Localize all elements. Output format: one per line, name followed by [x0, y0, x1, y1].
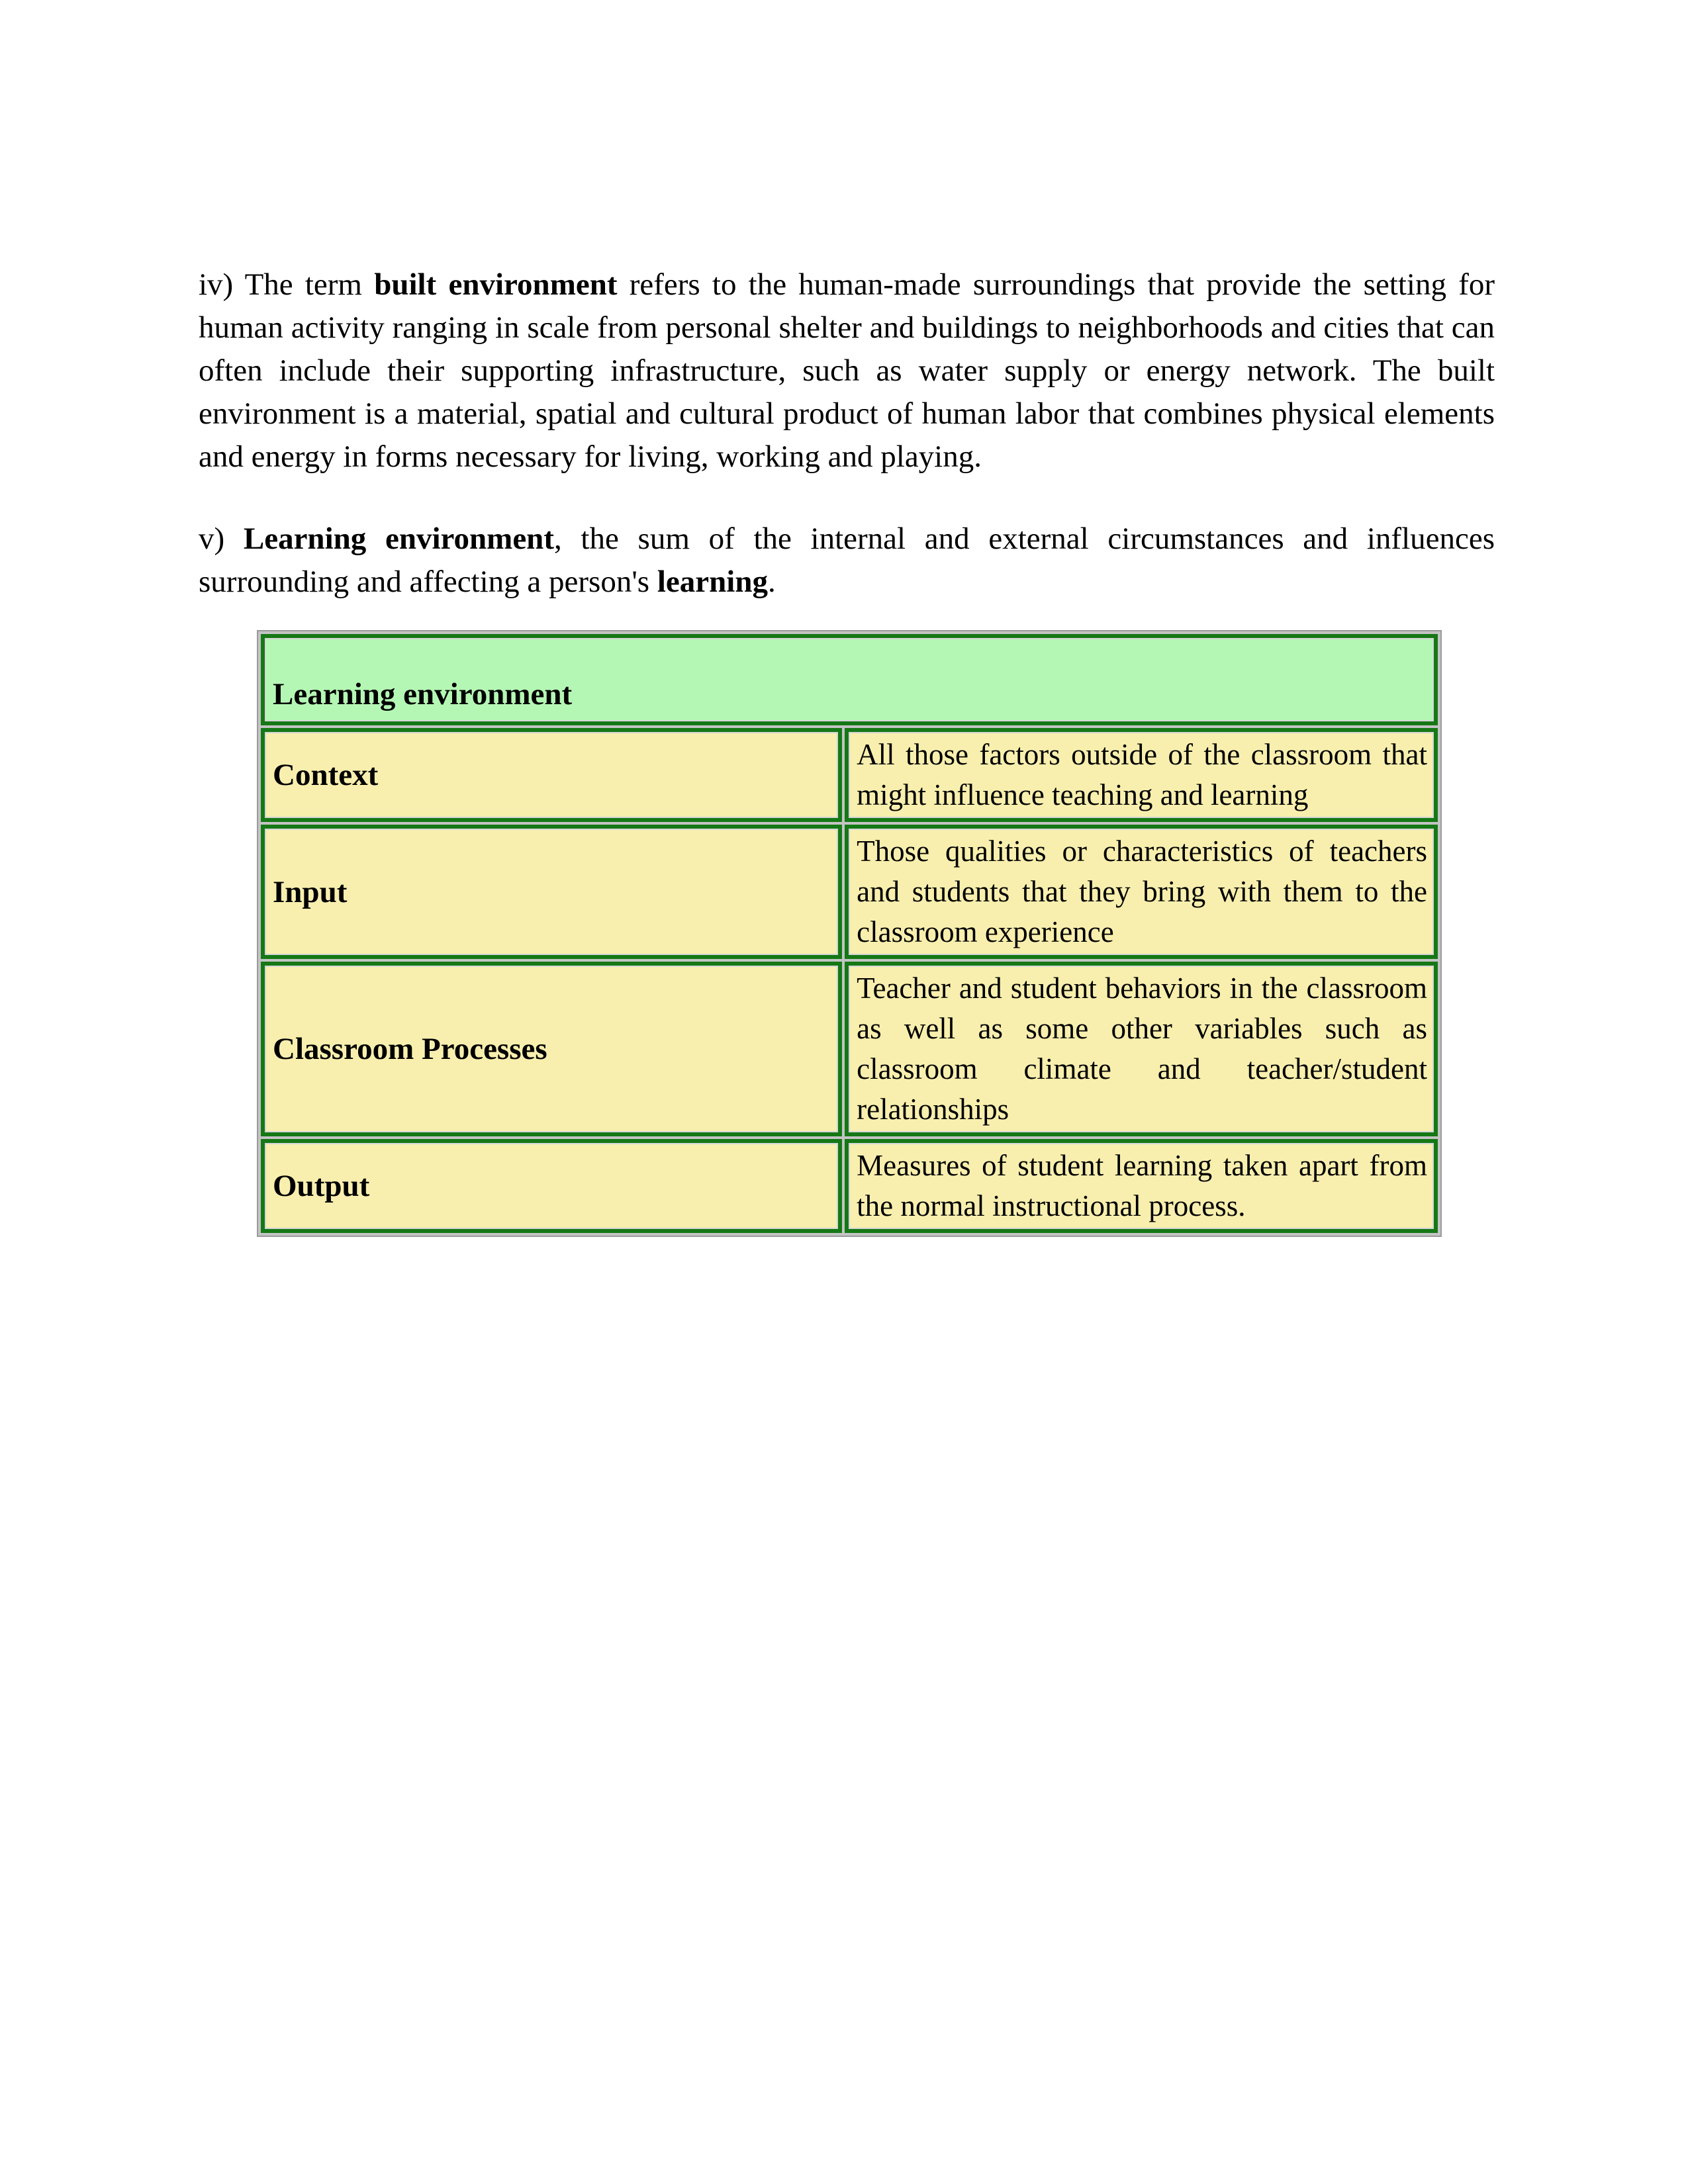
table-row-classroom-processes — [261, 962, 1438, 1136]
table-row-context — [261, 728, 1438, 822]
row-description-input: Those qualities or characteristics of teachers and students that they bring with them to the classroom experience — [845, 825, 1438, 959]
row-description-output: Measures of student learning taken apart from the normal instructional process. — [845, 1139, 1438, 1233]
row-label-output: Output — [261, 1139, 842, 1233]
paragraph-text: . — [767, 565, 776, 599]
paragraph-built-environment — [199, 263, 1495, 478]
paragraph-text: , the sum of the internal and external circumstances and influences surrounding and affecting a person's — [199, 522, 1495, 599]
table-title-cell: Learning environment — [261, 634, 1438, 725]
row-label-input: Input — [261, 825, 842, 959]
table-header-row — [261, 634, 1438, 725]
paragraph-learning-environment — [199, 518, 1495, 604]
row-description-classroom-processes: Teacher and student behaviors in the classroom as well as some other variables such as classroom climate and teacher/student relationships — [845, 962, 1438, 1136]
bold-term-learning-environment: Learning environment — [243, 522, 554, 556]
learning-environment-table — [257, 630, 1442, 1237]
paragraph-text: iv) The term — [199, 267, 375, 302]
bold-term-learning: learning — [657, 565, 768, 599]
table-row-output — [261, 1139, 1438, 1233]
bold-term-built-environment: built environment — [374, 267, 618, 302]
paragraph-text: refers to the human-made surroundings that provide the setting for human activity ranging in scale from personal shelter and buildings to neighborhoods and cities that can often include their supporting infrastructure, such as water supply or energy network. The built environment is a material, spatial and cultural product of human labor that combines physical elements and energy in forms necessary for living, working and playing. — [199, 267, 1495, 474]
paragraph-text: v) — [199, 522, 244, 556]
row-label-classroom-processes: Classroom Processes — [261, 962, 842, 1136]
row-label-context: Context — [261, 728, 842, 822]
table-row-input — [261, 825, 1438, 959]
row-description-context: All those factors outside of the classroom that might influence teaching and learning — [845, 728, 1438, 822]
